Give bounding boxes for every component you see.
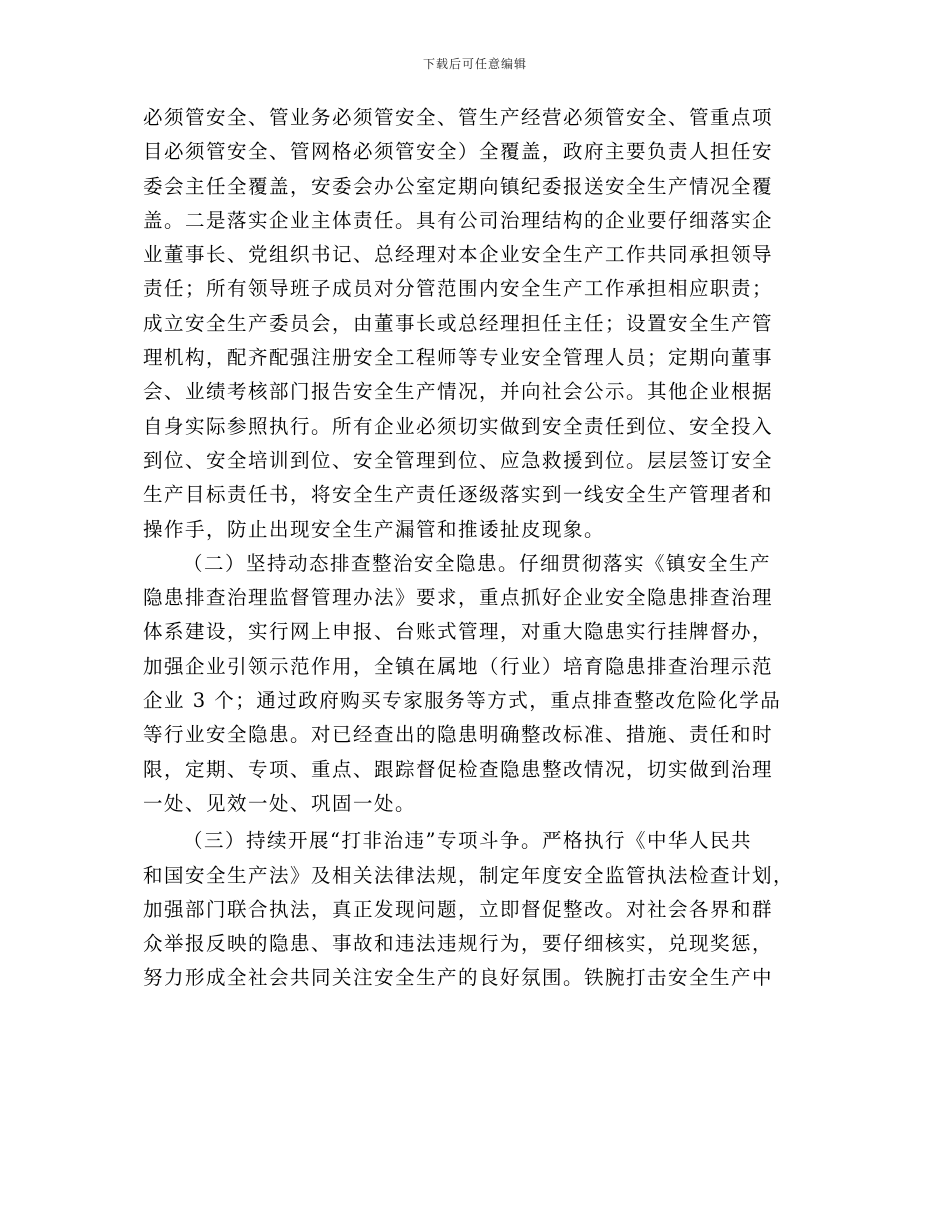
paragraph-start-line: （三）持续开展“打非治违”专项斗争。严格执行《中华人民共 bbox=[183, 829, 752, 853]
text-line: 努力形成全社会共同关注安全生产的良好氛围。铁腕打击安全生产中 bbox=[143, 966, 774, 990]
text-line: 目必须管安全、管网格必须管安全）全覆盖，政府主要负责人担任安 bbox=[143, 140, 774, 164]
text-line: 企业 3 个；通过政府购买专家服务等方式，重点排查整改危险化学品 bbox=[143, 689, 782, 713]
text-line: 委会主任全覆盖，安委会办公室定期向镇纪委报送安全生产情况全覆 bbox=[143, 174, 774, 198]
text-line: 和国安全生产法》及相关法律法规，制定年度安全监管执法检查计划， bbox=[143, 863, 795, 887]
text-line: 加强部门联合执法，真正发现问题，立即督促整改。对社会各界和群 bbox=[143, 897, 774, 921]
text-line: 隐患排查治理监督管理办法》要求，重点抓好企业安全隐患排查治理 bbox=[143, 586, 774, 610]
text-line: 体系建设，实行网上申报、台账式管理，对重大隐患实行挂牌督办， bbox=[143, 620, 774, 644]
text-line: 盖。二是落实企业主体责任。具有公司治理结构的企业要仔细落实企 bbox=[143, 208, 774, 232]
text-line: 众举报反映的隐患、事故和违法违规行为，要仔细核实，兑现奖惩， bbox=[143, 932, 774, 956]
text-line: 责任；所有领导班子成员对分管范围内安全生产工作承担相应职责； bbox=[143, 277, 774, 301]
paragraph-start-line: （二）坚持动态排查整治安全隐患。仔细贯彻落实《镇安全生产 bbox=[183, 551, 772, 575]
text-line: 会、业绩考核部门报告安全生产情况，并向社会公示。其他企业根据 bbox=[143, 380, 774, 404]
text-line: 业董事长、党组织书记、总经理对本企业安全生产工作共同承担领导 bbox=[143, 243, 774, 267]
document-body bbox=[143, 101, 803, 996]
text-line: 等行业安全隐患。对已经查出的隐患明确整改标准、措施、责任和时 bbox=[143, 723, 774, 747]
text-line: 操作手，防止出现安全生产漏管和推诿扯皮现象。 bbox=[143, 517, 606, 541]
page-header: 下载后可任意编辑 bbox=[422, 57, 527, 71]
text-line: 成立安全生产委员会，由董事长或总经理担任主任；设置安全生产管 bbox=[143, 311, 774, 335]
text-line: 限，定期、专项、重点、跟踪督促检查隐患整改情况，切实做到治理 bbox=[143, 757, 774, 781]
text-line: 生产目标责任书，将安全生产责任逐级落实到一线安全生产管理者和 bbox=[143, 483, 774, 507]
text-line: 一处、见效一处、巩固一处。 bbox=[143, 791, 417, 815]
text-line: 加强企业引领示范作用，全镇在属地（行业）培育隐患排查治理示范 bbox=[143, 654, 774, 678]
text-line: 必须管安全、管业务必须管安全、管生产经营必须管安全、管重点项 bbox=[143, 106, 774, 129]
text-line: 自身实际参照执行。所有企业必须切实做到安全责任到位、安全投入 bbox=[143, 414, 774, 438]
text-line: 理机构，配齐配强注册安全工程师等专业安全管理人员；定期向董事 bbox=[143, 346, 774, 370]
text-line: 到位、安全培训到位、安全管理到位、应急救援到位。层层签订安全 bbox=[143, 448, 774, 472]
